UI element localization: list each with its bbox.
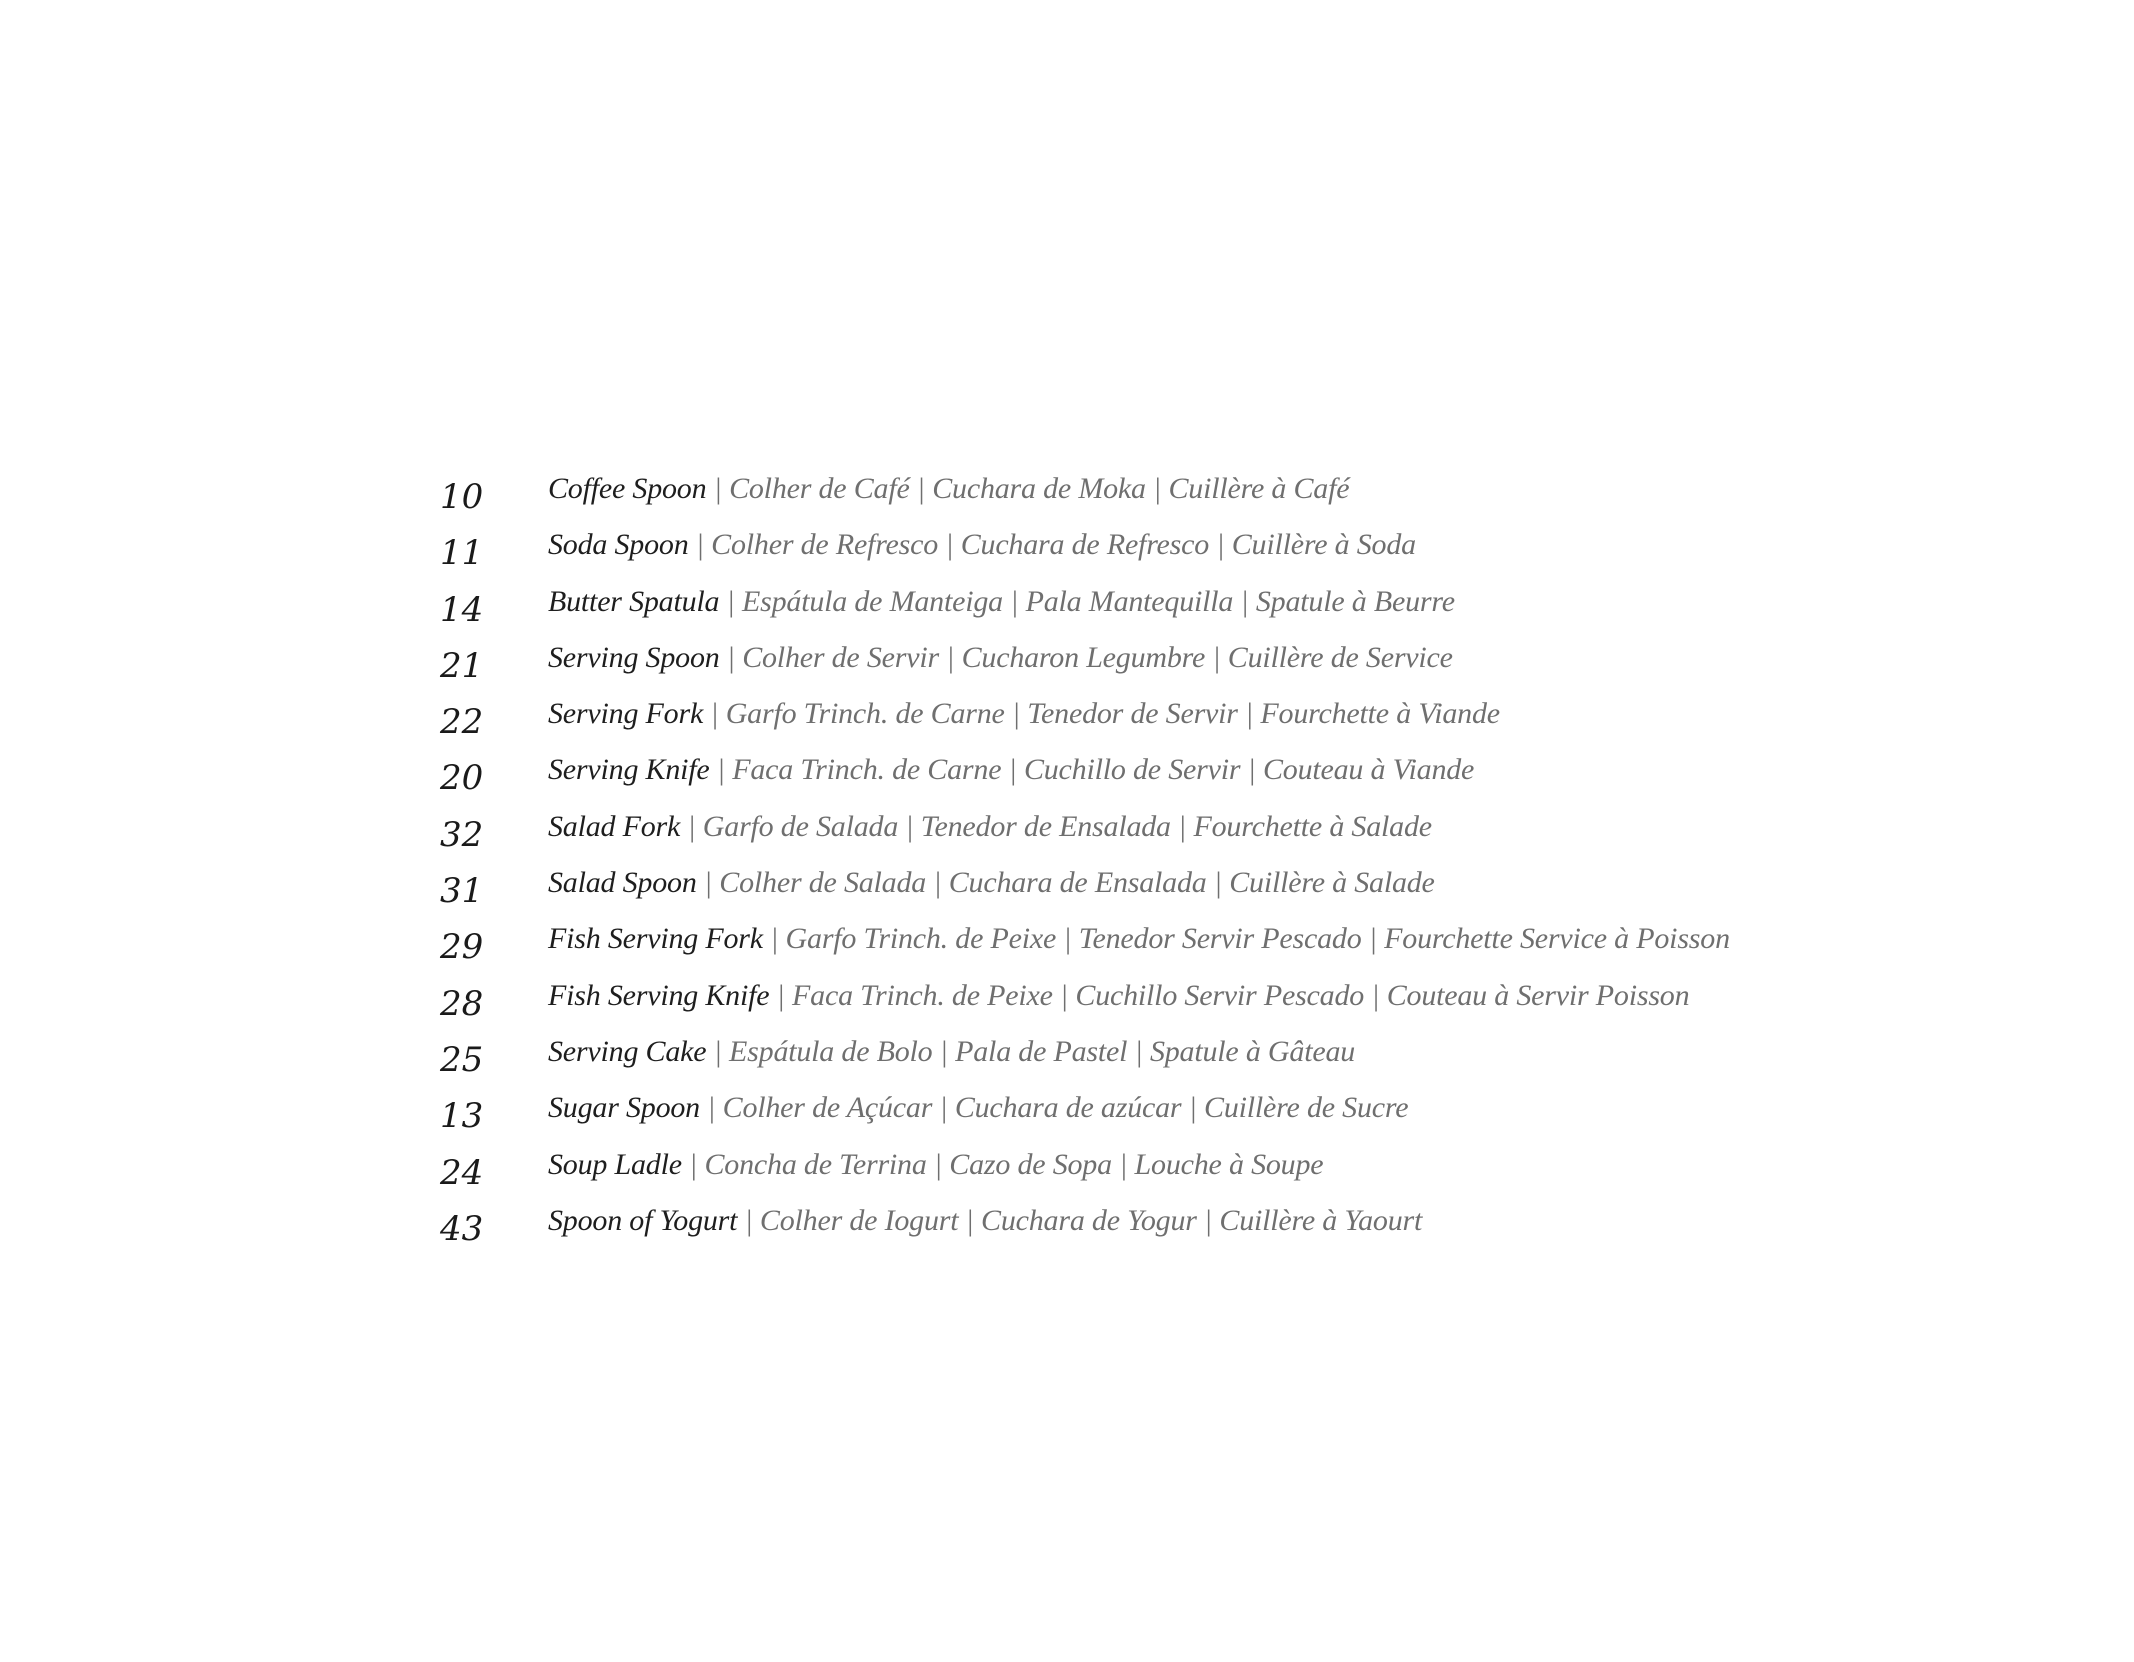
item-number: 10 — [440, 477, 484, 517]
item-number: 14 — [440, 589, 484, 630]
item-name: Coffee Spoon — [548, 472, 707, 505]
item-translations: | Concha de Terrina | Cazo de Sopa | Louche à Soupe — [681, 1147, 1324, 1181]
item-name: Fish Serving Fork — [548, 922, 763, 956]
item-name: Serving Fork — [548, 697, 704, 731]
list-item — [440, 1086, 2040, 1142]
item-translations: | Espátula de Manteiga | Pala Mantequilla | Spatule à Beurre — [719, 584, 1455, 618]
list-item — [440, 580, 2040, 636]
cutlery-list — [440, 467, 2040, 1255]
item-name: Serving Spoon — [548, 640, 720, 674]
item-name: Soup Ladle — [548, 1147, 682, 1181]
item-translations: | Colher de Açúcar | Cuchara de azúcar | Cuillère de Sucre — [699, 1091, 1409, 1125]
item-translations: | Faca Trinch. de Peixe | Cuchillo Servir Pescado | Couteau à Servir Poisson — [769, 978, 1690, 1012]
item-translations: | Garfo Trinch. de Carne | Tenedor de Servir | Fourchette à Viande — [703, 697, 1500, 731]
item-translations: | Colher de Salada | Cuchara de Ensalada | Cuillère à Salade — [696, 866, 1435, 900]
item-number: 28 — [440, 983, 484, 1024]
item-translations: | Espátula de Bolo | Pala de Pastel | Spatule à Gâteau — [706, 1034, 1356, 1068]
item-translations: | Garfo de Salada | Tenedor de Ensalada | Fourchette à Salade — [680, 809, 1432, 843]
list-item — [440, 692, 2040, 748]
list-item — [440, 805, 2040, 861]
list-item — [440, 861, 2040, 917]
item-name: Sugar Spoon — [548, 1091, 700, 1125]
list-item — [440, 1030, 2040, 1086]
item-translations: | Colher de Servir | Cucharon Legumbre | Cuillère de Service — [719, 640, 1453, 674]
list-item — [440, 1143, 2040, 1199]
list-item — [440, 974, 2040, 1030]
item-number: 13 — [440, 1096, 484, 1137]
item-number: 21 — [440, 645, 484, 686]
item-translations: | Colher de Iogurt | Cuchara de Yogur | Cuillère à Yaourt — [737, 1203, 1423, 1237]
item-number: 31 — [440, 871, 484, 912]
list-item — [440, 917, 2040, 973]
item-number: 20 — [440, 758, 484, 799]
item-number: 22 — [440, 702, 484, 743]
item-name: Salad Fork — [548, 809, 681, 843]
item-number: 32 — [440, 814, 484, 855]
item-name: Soda Spoon — [548, 528, 689, 562]
item-number: 11 — [440, 533, 484, 574]
item-name: Fish Serving Knife — [548, 978, 770, 1012]
item-name: Serving Knife — [548, 753, 710, 787]
item-name: Serving Cake — [548, 1034, 707, 1068]
item-translations: | Faca Trinch. de Carne | Cuchillo de Servir | Couteau à Viande — [709, 753, 1475, 787]
item-name: Butter Spatula — [548, 584, 720, 618]
item-translations: | Colher de Café | Cuchara de Moka | Cuillère à Café — [706, 472, 1350, 505]
list-item — [440, 636, 2040, 692]
list-item — [440, 748, 2040, 804]
item-number: 24 — [440, 1152, 484, 1193]
list-item — [440, 1199, 2040, 1255]
item-translations: | Colher de Refresco | Cuchara de Refresco | Cuillère à Soda — [688, 528, 1416, 562]
list-item — [440, 467, 2040, 523]
item-number: 43 — [440, 1208, 484, 1249]
item-name: Salad Spoon — [548, 866, 697, 900]
list-item — [440, 523, 2040, 579]
item-number: 25 — [440, 1039, 484, 1080]
item-translations: | Garfo Trinch. de Peixe | Tenedor Servir Pescado | Fourchette Service à Poisson — [762, 922, 1730, 956]
item-number: 29 — [440, 927, 484, 968]
item-name: Spoon of Yogurt — [548, 1203, 738, 1237]
